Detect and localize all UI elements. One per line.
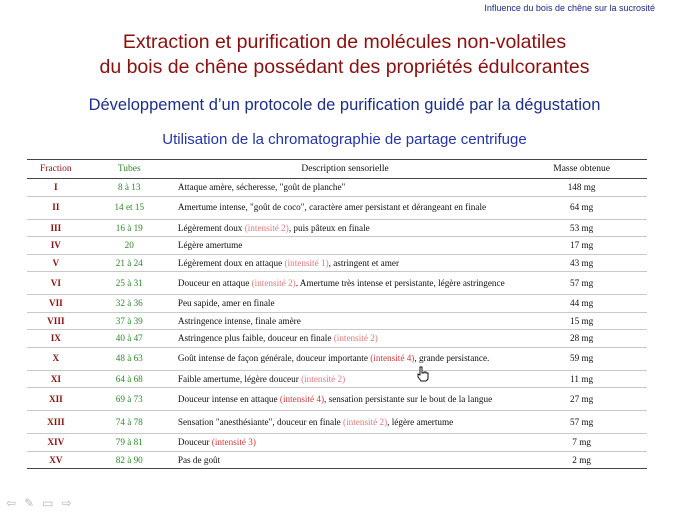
description-text: Sensation "anesthésiante", douceur en finale	[177, 416, 344, 427]
cell-description	[174, 272, 516, 295]
hand-cursor-icon	[416, 366, 430, 382]
cell-tubes: 20	[85, 237, 174, 255]
cell-description	[174, 411, 516, 434]
table-row	[27, 388, 647, 411]
cell-tubes: 79 à 81	[85, 434, 174, 452]
table-row	[27, 179, 647, 197]
description-text: , grande persistance.	[414, 353, 490, 364]
cell-fraction: III	[27, 219, 85, 237]
cell-description	[174, 330, 516, 348]
cell-fraction: I	[27, 179, 85, 197]
cell-tubes: 8 à 13	[85, 179, 174, 197]
cell-tubes: 25 à 31	[85, 272, 174, 295]
cell-description	[174, 237, 516, 255]
cell-mass: 44 mg	[516, 295, 647, 313]
cell-mass: 57 mg	[516, 411, 647, 434]
cell-tubes: 16 à 19	[85, 219, 174, 237]
cell-description	[174, 179, 516, 197]
table-row	[27, 295, 647, 313]
cell-fraction: II	[27, 196, 85, 219]
table-row	[27, 237, 647, 255]
cell-mass: 43 mg	[516, 254, 647, 272]
cell-description	[174, 312, 516, 330]
description-text: Goût intense de façon générale, douceur importante	[177, 353, 371, 364]
cell-fraction: XV	[27, 451, 85, 469]
header-note: Influence du bois de chêne sur la sucrosité	[484, 3, 655, 13]
cell-tubes: 14 et 15	[85, 196, 174, 219]
cell-fraction: XI	[27, 370, 85, 388]
slide-nav	[6, 496, 72, 510]
cell-description	[174, 434, 516, 452]
cell-tubes: 74 à 78	[85, 411, 174, 434]
header-fraction: Fraction	[27, 160, 85, 179]
intensity-note: (intensité 2)	[244, 222, 289, 233]
description-text: . Amertume très intense et persistante, légère astringence	[295, 277, 505, 288]
table-row	[27, 434, 647, 452]
cell-fraction: XII	[27, 388, 85, 411]
cell-tubes: 40 à 47	[85, 330, 174, 348]
header-mass: Masse obtenue	[516, 160, 647, 179]
intensity-note: (intensité 2)	[343, 416, 388, 427]
description-text: Douceur intense en attaque	[177, 393, 280, 404]
intensity-note: (intensité 2)	[333, 333, 378, 343]
cell-fraction: VIII	[27, 312, 85, 330]
description-text: Légèrement doux en attaque	[177, 257, 285, 268]
pen-icon[interactable]: ✎	[24, 496, 35, 510]
intensity-note: (intensité 1)	[284, 257, 329, 268]
slide-subtitle: Développement d’un protocole de purification guidé par la dégustation	[88, 96, 601, 114]
description-text: Légèrement doux	[177, 222, 245, 233]
description-text: , astringent et amer	[328, 257, 400, 268]
cell-description	[174, 254, 516, 272]
intensity-note: (intensité 2)	[301, 373, 346, 384]
cell-tubes: 64 à 68	[85, 370, 174, 388]
cell-description	[174, 219, 516, 237]
cell-description	[174, 196, 516, 219]
description-text: , légère amertume	[387, 416, 454, 427]
arrow-right-icon[interactable]: ⇨	[61, 496, 72, 510]
description-text: Attaque amère, sécheresse, "goût de planche"	[177, 182, 346, 192]
table-row	[27, 411, 647, 434]
description-text: Légère amertume	[177, 240, 243, 250]
table-row	[27, 347, 647, 370]
cell-description	[174, 295, 516, 313]
intensity-note: (intensité 3)	[211, 437, 256, 447]
cell-tubes: 32 à 36	[85, 295, 174, 313]
cell-mass: 148 mg	[516, 179, 647, 197]
intensity-note: (intensité 4)	[279, 393, 325, 404]
section-title: Utilisation de la chromatographie de partage centrifuge	[162, 131, 527, 148]
description-text: Faible amertume, légère douceur	[177, 373, 302, 384]
description-text: Astringence intense, finale amère	[177, 315, 301, 326]
cell-description	[174, 388, 516, 411]
cell-fraction: XIII	[27, 411, 85, 434]
cell-tubes: 82 à 90	[85, 451, 174, 469]
title-line-1: Extraction et purification de molécules non-volatiles	[122, 31, 567, 53]
cell-description	[174, 370, 516, 388]
cell-mass: 28 mg	[516, 330, 647, 348]
menu-icon[interactable]: ▭	[42, 496, 54, 510]
arrow-left-icon[interactable]: ⇦	[6, 496, 17, 510]
table-row	[27, 330, 647, 348]
description-text: Douceur	[177, 437, 212, 447]
cell-fraction: IV	[27, 237, 85, 255]
description-text: Amertume intense, "goût de coco", caractère amer persistant et dérangeant en finale	[177, 202, 487, 213]
cell-fraction: XIV	[27, 434, 85, 452]
slide-title	[0, 30, 689, 80]
cell-fraction: X	[27, 347, 85, 370]
cell-tubes: 37 à 39	[85, 312, 174, 330]
cell-mass: 7 mg	[516, 434, 647, 452]
intensity-note: (intensité 2)	[251, 277, 296, 288]
table-row	[27, 219, 647, 237]
cell-mass: 59 mg	[516, 347, 647, 370]
cell-fraction: VI	[27, 272, 85, 295]
cell-fraction: V	[27, 254, 85, 272]
table-header-row	[27, 160, 647, 179]
cell-mass: 17 mg	[516, 237, 647, 255]
description-text: Douceur en attaque	[177, 277, 252, 288]
cell-tubes: 48 à 63	[85, 347, 174, 370]
cell-mass: 27 mg	[516, 388, 647, 411]
cell-mass: 57 mg	[516, 272, 647, 295]
cell-mass: 2 mg	[516, 451, 647, 469]
table-row	[27, 312, 647, 330]
header-description: Description sensorielle	[174, 160, 516, 179]
description-text: Peu sapide, amer en finale	[177, 298, 275, 308]
intensity-note: (intensité 4)	[370, 353, 415, 364]
cell-tubes: 21 à 24	[85, 254, 174, 272]
table-row	[27, 451, 647, 469]
cell-mass: 53 mg	[516, 219, 647, 237]
table-row	[27, 254, 647, 272]
cell-mass: 64 mg	[516, 196, 647, 219]
header-tubes: Tubes	[85, 160, 174, 179]
table-row	[27, 370, 647, 388]
description-text: Pas de goût	[177, 454, 221, 465]
title-line-2: du bois de chêne possédant des propriétés édulcorantes	[99, 56, 590, 78]
cell-tubes: 69 à 73	[85, 388, 174, 411]
description-text: Astringence plus faible, douceur en finale	[177, 333, 334, 343]
table-body	[27, 179, 647, 469]
cell-fraction: IX	[27, 330, 85, 348]
cell-description	[174, 451, 516, 469]
cell-mass: 15 mg	[516, 312, 647, 330]
table-row	[27, 196, 647, 219]
cell-description	[174, 347, 516, 370]
description-text: , sensation persistante sur le bout de la langue	[324, 393, 493, 404]
table-row	[27, 272, 647, 295]
cell-mass: 11 mg	[516, 370, 647, 388]
cell-fraction: VII	[27, 295, 85, 313]
description-text: , puis pâteux en finale	[288, 222, 370, 233]
fractions-table	[27, 159, 647, 469]
